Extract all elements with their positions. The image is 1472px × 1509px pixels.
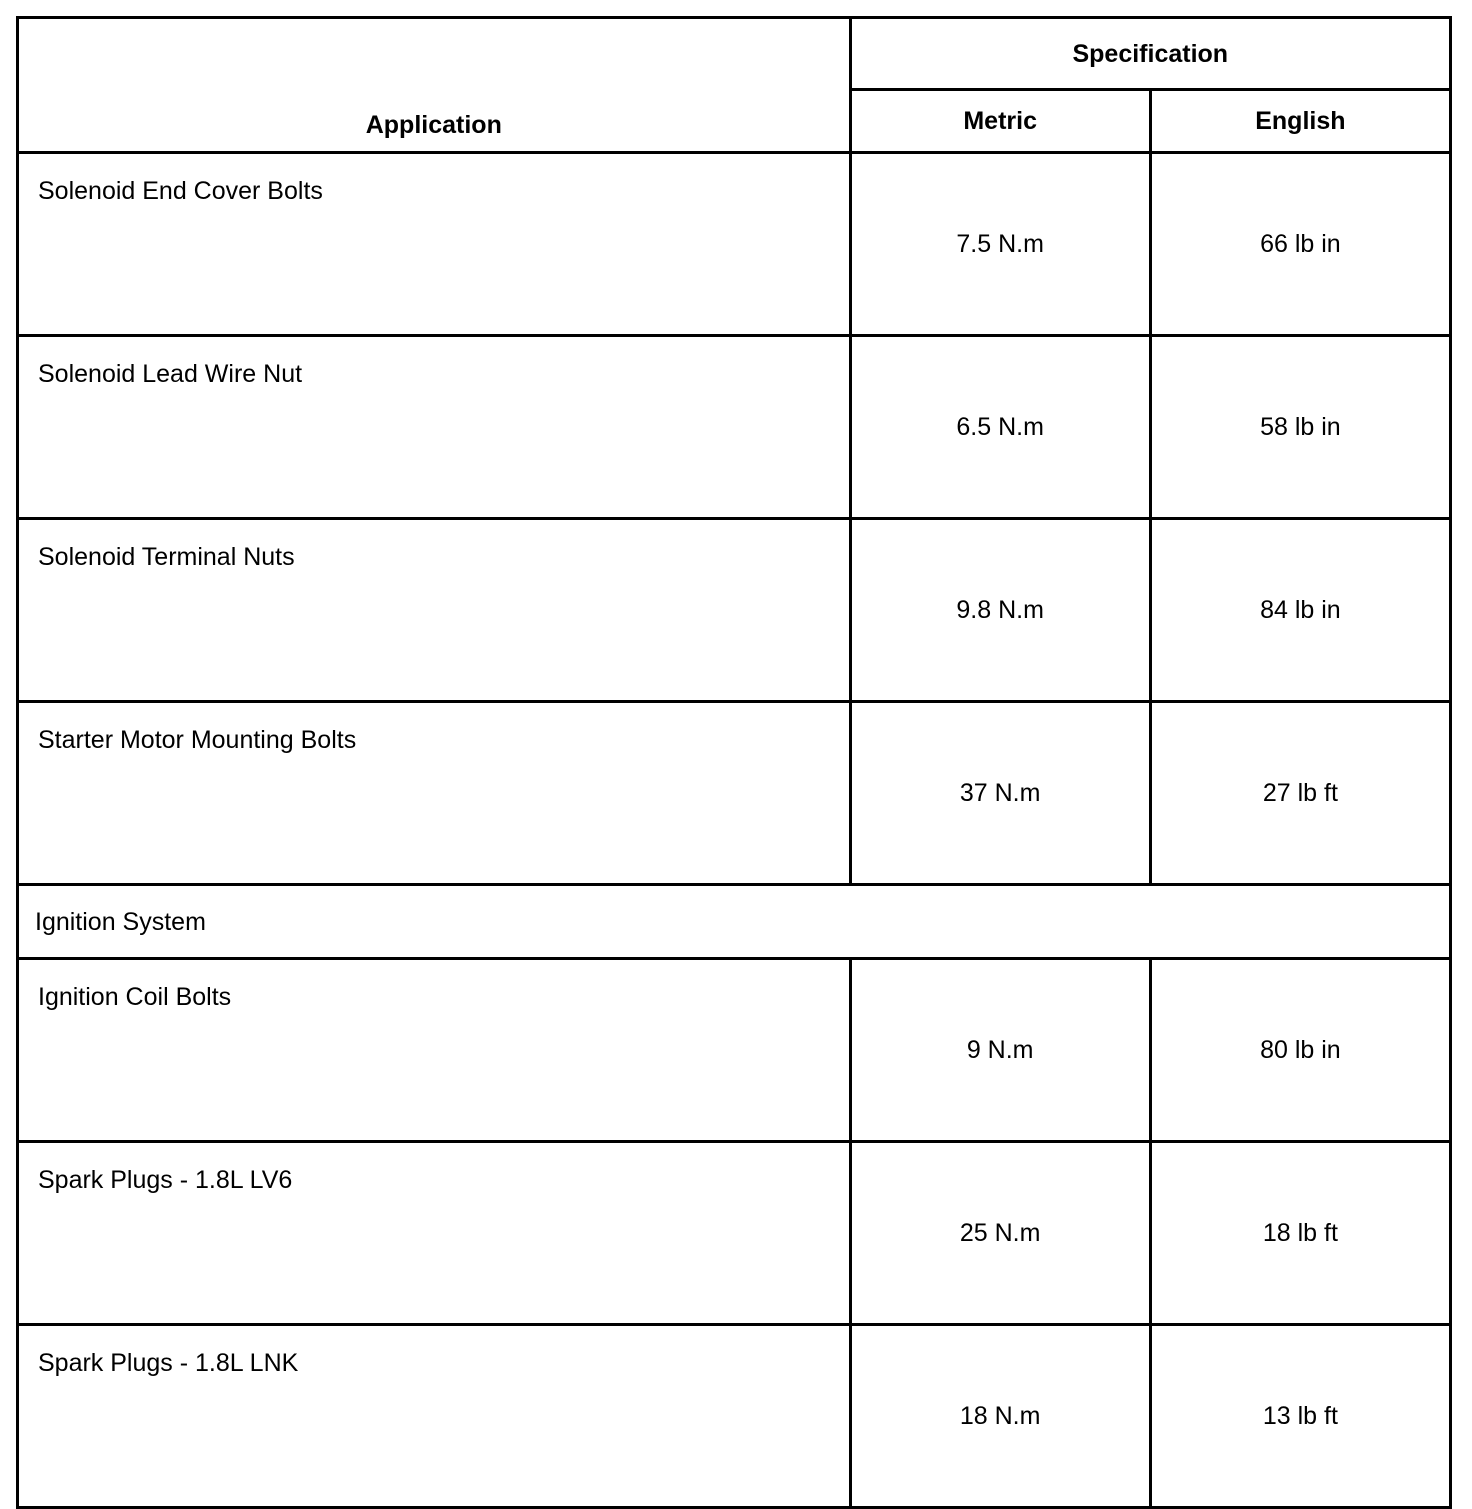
table-row	[18, 1142, 1451, 1325]
english-cell: 66 lb in	[1150, 153, 1450, 336]
table-row	[18, 153, 1451, 336]
english-cell: 13 lb ft	[1150, 1325, 1450, 1508]
table-row	[18, 519, 1451, 702]
section-title: Ignition System	[18, 885, 1451, 959]
application-cell: Ignition Coil Bolts	[18, 959, 851, 1142]
english-cell: 27 lb ft	[1150, 702, 1450, 885]
header-application: Application	[18, 18, 851, 153]
application-cell: Spark Plugs - 1.8L LNK	[18, 1325, 851, 1508]
metric-cell: 18 N.m	[850, 1325, 1150, 1508]
torque-spec-table	[16, 16, 1452, 1509]
metric-cell: 7.5 N.m	[850, 153, 1150, 336]
header-metric: Metric	[850, 90, 1150, 153]
english-cell: 58 lb in	[1150, 336, 1450, 519]
application-cell: Starter Motor Mounting Bolts	[18, 702, 851, 885]
metric-cell: 37 N.m	[850, 702, 1150, 885]
metric-cell: 25 N.m	[850, 1142, 1150, 1325]
english-cell: 18 lb ft	[1150, 1142, 1450, 1325]
english-cell: 84 lb in	[1150, 519, 1450, 702]
table-row	[18, 959, 1451, 1142]
application-cell: Solenoid End Cover Bolts	[18, 153, 851, 336]
header-row-top	[18, 18, 1451, 90]
table-row	[18, 336, 1451, 519]
application-cell: Spark Plugs - 1.8L LV6	[18, 1142, 851, 1325]
table-row	[18, 1325, 1451, 1508]
header-specification: Specification	[850, 18, 1450, 90]
header-english: English	[1150, 90, 1450, 153]
metric-cell: 6.5 N.m	[850, 336, 1150, 519]
table-row	[18, 702, 1451, 885]
english-cell: 80 lb in	[1150, 959, 1450, 1142]
metric-cell: 9 N.m	[850, 959, 1150, 1142]
application-cell: Solenoid Lead Wire Nut	[18, 336, 851, 519]
metric-cell: 9.8 N.m	[850, 519, 1150, 702]
application-cell: Solenoid Terminal Nuts	[18, 519, 851, 702]
section-row	[18, 885, 1451, 959]
